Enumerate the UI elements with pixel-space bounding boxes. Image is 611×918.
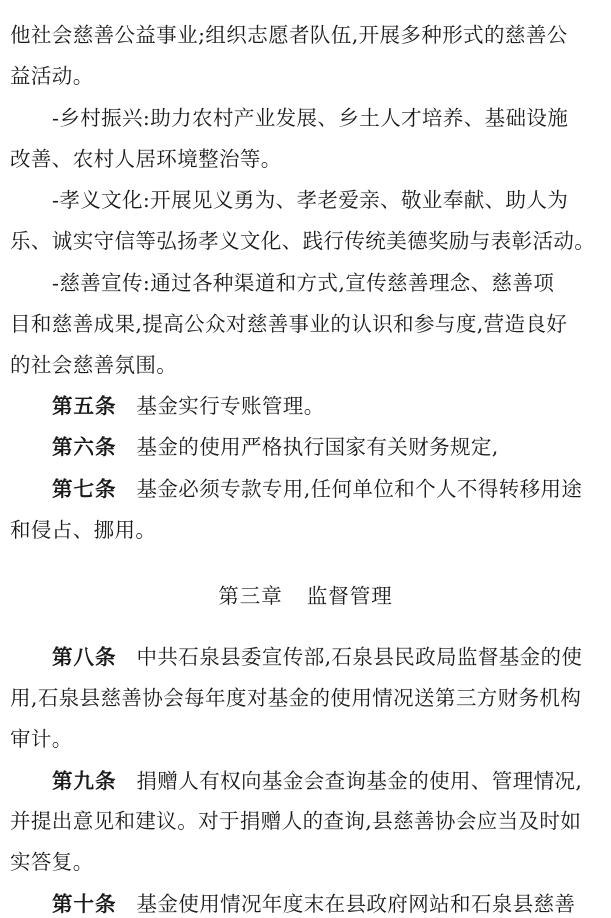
article-text: 基金的使用严格执行国家有关财务规定,: [136, 435, 499, 459]
paragraph-line: 他社会慈善公益事业;组织志愿者队伍,开展多种形式的慈善公: [10, 23, 568, 47]
paragraph-line: -乡村振兴:助力农村产业发展、乡土人才培养、基础设施: [52, 106, 569, 130]
article-10: [0, 890, 611, 918]
article-text: 基金使用情况年度末在县政府网站和石泉县慈善: [136, 892, 576, 916]
chapter-heading: [0, 582, 611, 610]
article-text: 基金实行专账管理。: [136, 394, 325, 418]
article-label: 第八条: [52, 645, 117, 669]
article-text: 基金必须专款专用,任何单位和个人不得转移用途: [136, 477, 583, 501]
article-6: [0, 433, 611, 461]
paragraph-line: 益活动。: [10, 64, 94, 88]
article-5: [0, 392, 611, 420]
paragraph-line: 改善、农村人居环境整治等。: [10, 147, 282, 171]
article-text: 捐赠人有权向基金会查询基金的使用、管理情况,: [136, 769, 583, 793]
paragraph-line: -慈善宣传:通过各种渠道和方式,宣传慈善理念、慈善项: [52, 271, 555, 295]
paragraph-line: -孝义文化:开展见义勇为、孝老爱亲、敬业奉献、助人为: [52, 188, 569, 212]
paragraph-line: 和侵占、挪用。: [10, 518, 157, 542]
paragraph-line: 并提出意见和建议。对于捐赠人的查询,县慈善协会应当及时如: [10, 809, 582, 833]
article-label: 第九条: [52, 769, 117, 793]
paragraph-line: 用,石泉县慈善协会每年度对基金的使用情况送第三方财务机构: [10, 686, 582, 710]
paragraph-line: 审计。: [10, 727, 73, 751]
article-text: 中共石泉县委宣传部,石泉县民政局监督基金的使: [136, 645, 583, 669]
chapter-title: 监督管理: [306, 584, 393, 608]
article-label: 第十条: [52, 892, 117, 916]
article-label: 第七条: [52, 477, 117, 501]
article-label: 第六条: [52, 435, 117, 459]
paragraph-line: 目和慈善成果,提高公众对慈善事业的认识和参与度,营造良好: [10, 312, 568, 336]
article-8: [0, 643, 611, 671]
paragraph-line: 的社会慈善氛围。: [10, 353, 178, 377]
paragraph-line: 实答复。: [10, 850, 94, 874]
article-label: 第五条: [52, 394, 117, 418]
chapter-number: 第三章: [218, 584, 283, 608]
paragraph-line: 乐、诚实守信等弘扬孝义文化、践行传统美德奖励与表彰活动。: [10, 229, 596, 253]
article-7: [0, 475, 611, 503]
article-9: [0, 767, 611, 795]
